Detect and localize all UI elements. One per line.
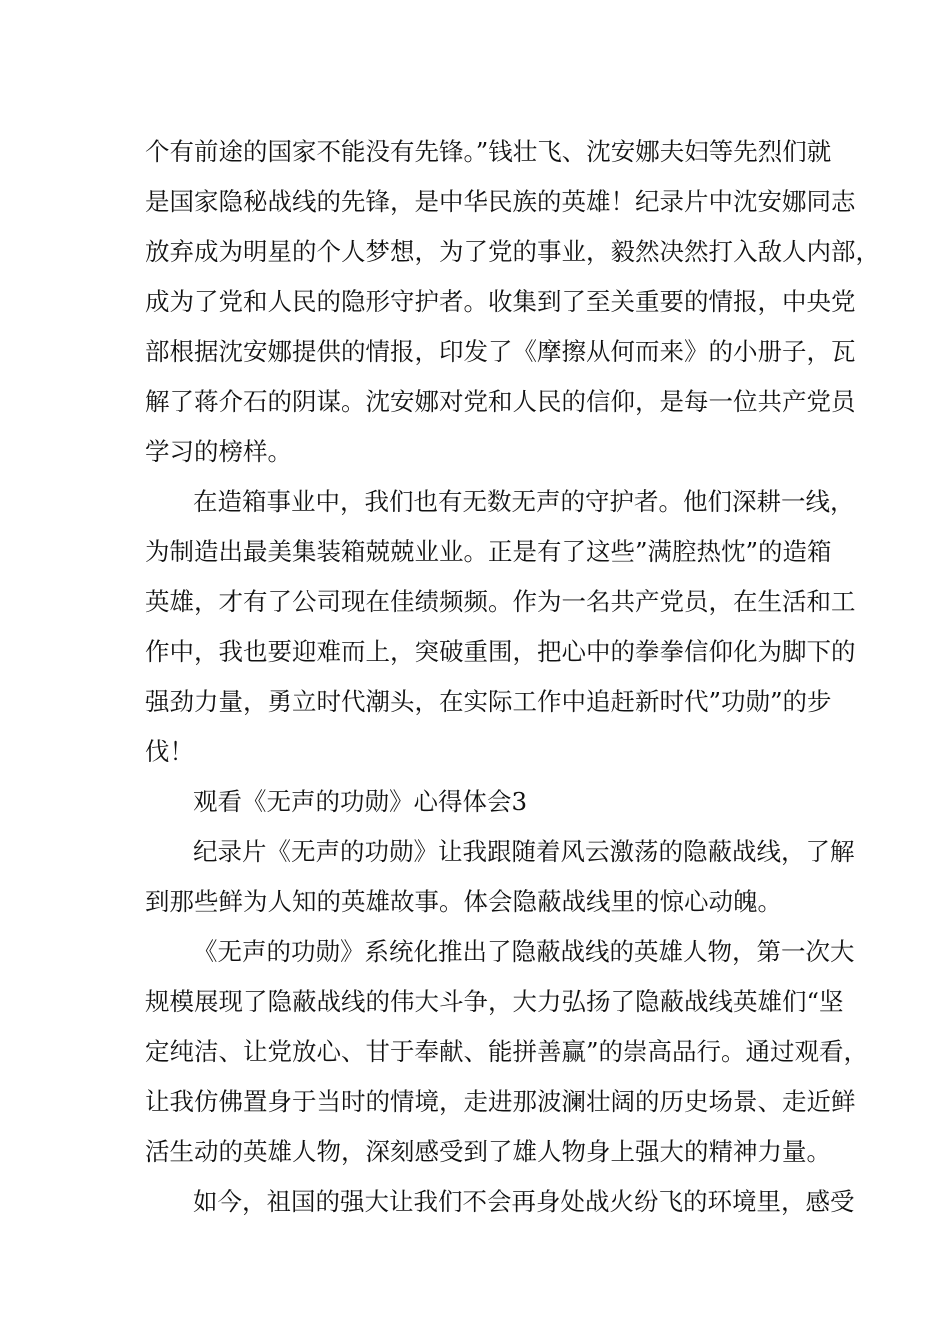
- section-heading: 观看《无声的功勋》心得体会3: [193, 787, 528, 816]
- text-line: 活生动的英雄人物，深刻感受到了雄人物身上强大的精神力量。: [145, 1137, 831, 1166]
- paragraph-start: 如今，祖国的强大让我们不会再身处战火纷飞的环境里，感受: [193, 1187, 855, 1216]
- text-line: 解了蒋介石的阴谋。沈安娜对党和人民的信仰，是每一位共产党员: [145, 387, 856, 416]
- paragraph-start: 在造箱事业中，我们也有无数无声的守护者。他们深耕一线，: [193, 487, 855, 516]
- text-line: 让我仿佛置身于当时的情境，走进那波澜壮阔的历史场景、走近鲜: [145, 1087, 856, 1116]
- text-line: 定纯洁、让党放心、甘于奉献、能拼善赢”的崇高品行。通过观看，: [145, 1037, 869, 1066]
- paragraph-start: 《无声的功勋》系统化推出了隐蔽战线的英雄人物，第一次大: [193, 937, 855, 966]
- text-line: 个有前途的国家不能没有先锋。”钱壮飞、沈安娜夫妇等先烈们就: [145, 137, 832, 166]
- text-line: 作中，我也要迎难而上，突破重围，把心中的拳拳信仰化为脚下的: [145, 637, 856, 666]
- text-line: 规模展现了隐蔽战线的伟大斗争，大力弘扬了隐蔽战线英雄们“坚: [145, 987, 844, 1016]
- text-line: 部根据沈安娜提供的情报，印发了《摩擦从何而来》的小册子，瓦: [145, 337, 856, 366]
- text-line: 英雄，才有了公司现在佳绩频频。作为一名共产党员，在生活和工: [145, 587, 856, 616]
- paragraph-start: 纪录片《无声的功勋》让我跟随着风云激荡的隐蔽战线，了解: [193, 837, 855, 866]
- text-line: 强劲力量，勇立时代潮头，在实际工作中追赶新时代”功勋”的步: [145, 687, 832, 716]
- text-line: 是国家隐秘战线的先锋，是中华民族的英雄！纪录片中沈安娜同志: [145, 187, 856, 216]
- text-line: 放弃成为明星的个人梦想，为了党的事业，毅然决然打入敌人内部，: [145, 237, 880, 266]
- text-line: 为制造出最美集装箱兢兢业业。正是有了这些”满腔热忱”的造箱: [145, 537, 832, 566]
- text-line: 到那些鲜为人知的英雄故事。体会隐蔽战线里的惊心动魄。: [145, 887, 782, 916]
- text-line: 成为了党和人民的隐形守护者。收集到了至关重要的情报，中央党: [145, 287, 856, 316]
- text-line: 伐！: [145, 737, 194, 766]
- text-line: 学习的榜样。: [145, 437, 292, 466]
